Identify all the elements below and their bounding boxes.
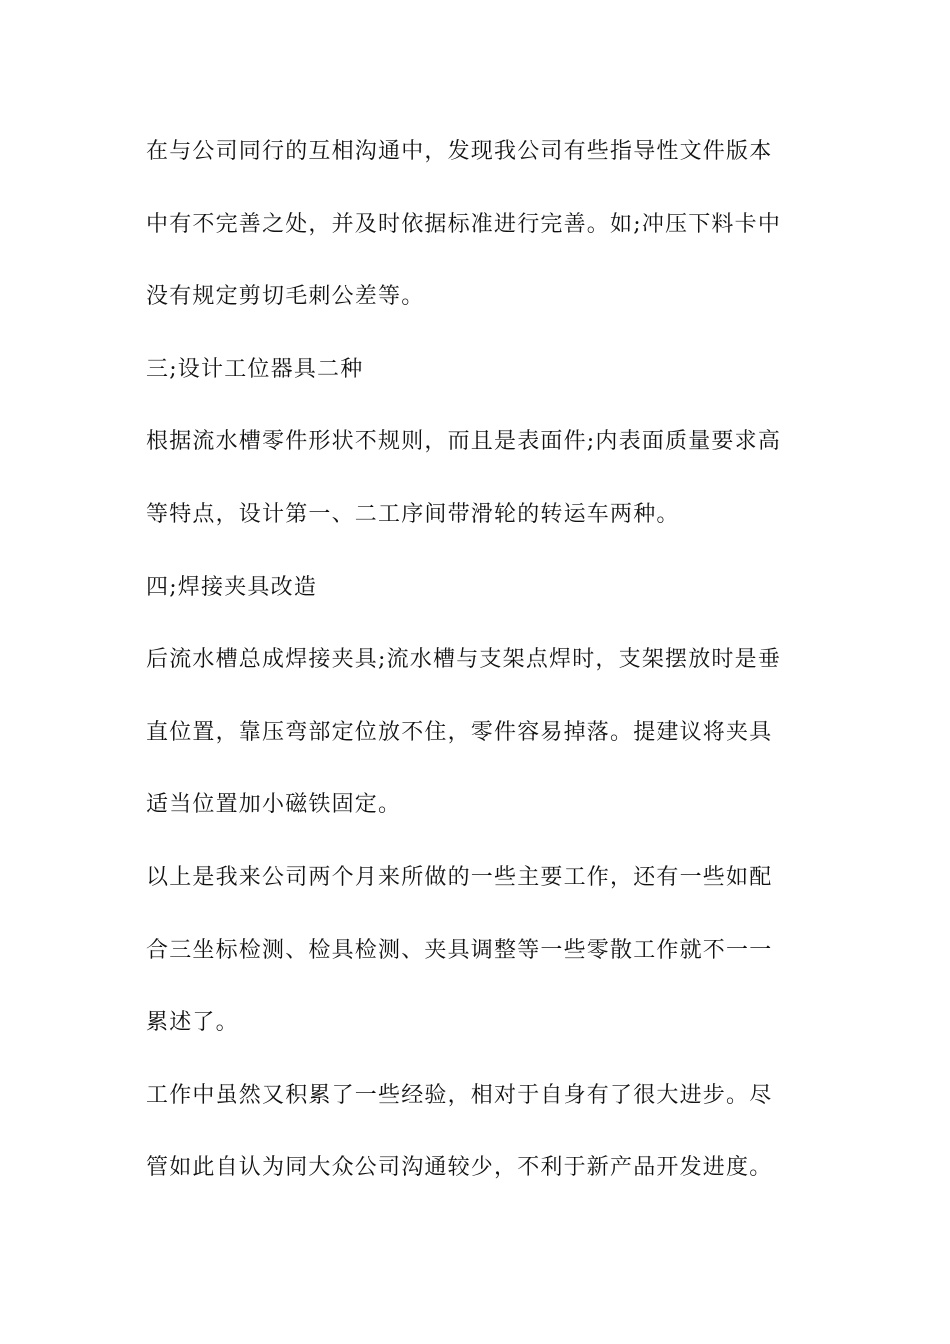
section-heading: 三;设计工位器具二种 [146,356,364,382]
paragraph-line: 合三坐标检测、检具检测、夹具调整等一些零散工作就不一一 [146,937,773,963]
paragraph-line: 以上是我来公司两个月来所做的一些主要工作，还有一些如配 [146,864,773,890]
paragraph-line: 没有规定剪切毛刺公差等。 [146,284,425,310]
paragraph-line: 根据流水槽零件形状不规则，而且是表面件;内表面质量要求高 [146,429,782,455]
paragraph-line: 直位置，靠压弯部定位放不住，零件容易掉落。提建议将夹具 [146,719,773,745]
paragraph-line: 管如此自认为同大众公司沟通较少，不利于新产品开发进度。 [146,1155,773,1181]
paragraph-line: 后流水槽总成焊接夹具;流水槽与支架点焊时，支架摆放时是垂 [146,647,782,673]
paragraph-line: 等特点，设计第一、二工序间带滑轮的转运车两种。 [146,501,680,527]
paragraph-line: 中有不完善之处，并及时依据标准进行完善。如;冲压下料卡中 [146,211,782,237]
document-body [146,128,806,1217]
paragraph-line: 累述了。 [146,1010,239,1036]
paragraph-line: 适当位置加小磁铁固定。 [146,792,402,818]
paragraph-line: 工作中虽然又积累了一些经验，相对于自身有了很大进步。尽 [146,1082,773,1108]
section-heading: 四;焊接夹具改造 [146,574,318,600]
paragraph-line: 在与公司同行的互相沟通中，发现我公司有些指导性文件版本 [146,139,773,164]
